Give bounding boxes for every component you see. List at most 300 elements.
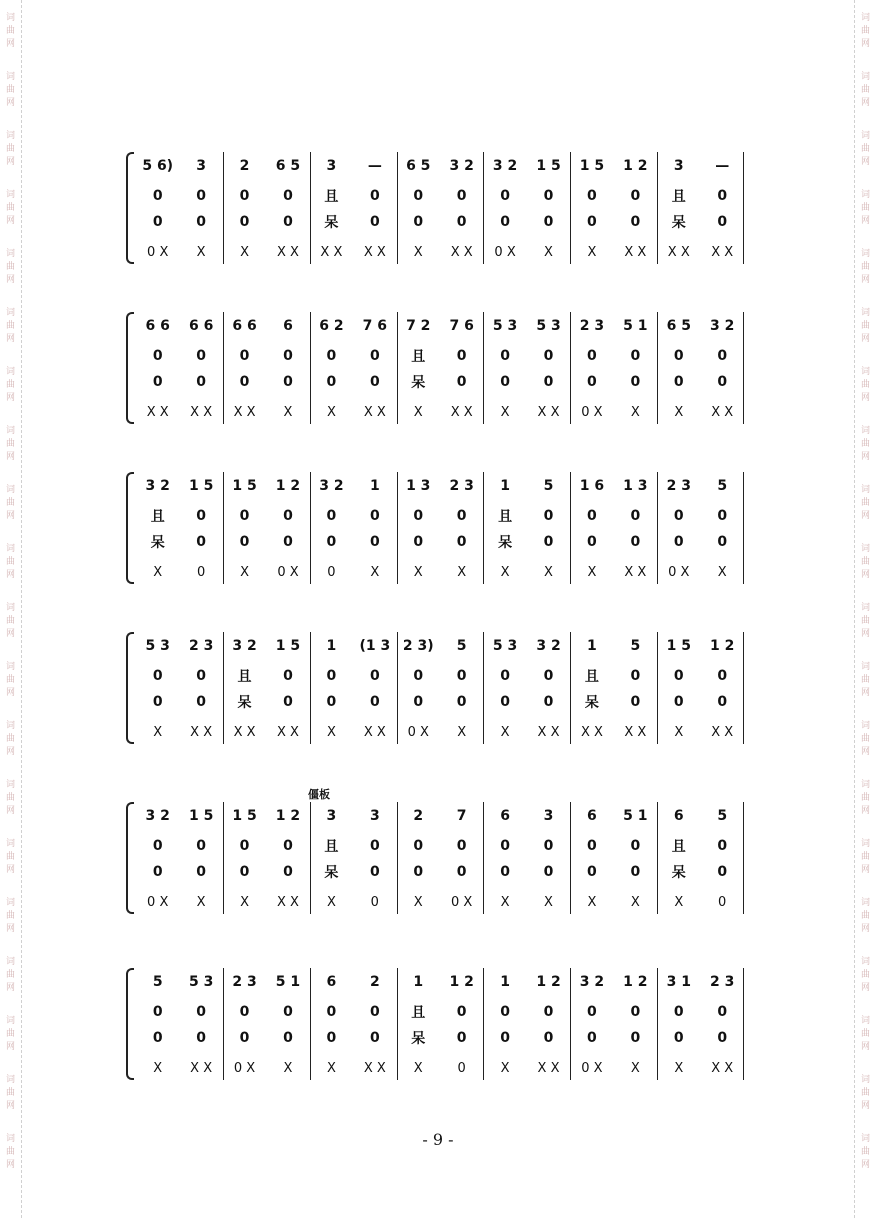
note-cell: 3: [543, 808, 554, 824]
note-cell: X: [240, 894, 249, 910]
note-cell: 2 3: [449, 478, 474, 494]
note-cell: 0: [630, 838, 641, 854]
watermark-char: 网: [860, 393, 870, 403]
note-cell: 0: [152, 1030, 163, 1046]
system-end-barline: [743, 968, 744, 1080]
watermark-char: 词: [860, 898, 870, 908]
note-cell: 1 5: [232, 478, 257, 494]
note-cell: 0: [369, 348, 380, 364]
watermark-char: 曲: [860, 970, 870, 980]
watermark-char: 词: [860, 1016, 870, 1026]
watermark-char: 词: [860, 308, 870, 318]
note-cell: X X: [450, 244, 473, 260]
note-cell: 0: [239, 864, 250, 880]
watermark-char: 曲: [5, 144, 15, 154]
note-cell: 0: [239, 374, 250, 390]
note-cell: X: [544, 244, 553, 260]
watermark-char: 网: [5, 334, 15, 344]
score-system-6: [126, 968, 744, 1080]
note-cell: 2 3: [666, 478, 691, 494]
note-cell: 0: [326, 534, 337, 550]
barline: [570, 472, 571, 584]
note-cell: X: [457, 564, 467, 580]
note-cell: 0: [587, 214, 597, 230]
note-cell: 0: [587, 188, 597, 204]
barline: [570, 802, 571, 914]
barline: [310, 968, 311, 1080]
note-cell: X: [153, 1060, 163, 1076]
watermark-char: 曲: [860, 557, 870, 567]
score-system-1: [126, 152, 744, 264]
melody-row: [136, 314, 744, 338]
note-cell: 5: [456, 638, 467, 654]
note-cell: X X: [537, 724, 560, 740]
note-cell: 0: [283, 348, 293, 364]
barline: [397, 312, 398, 424]
barline: [657, 312, 658, 424]
part-row-2: [136, 1000, 744, 1024]
watermark-char: 词: [860, 426, 870, 436]
note-cell: 0: [196, 348, 206, 364]
note-cell: X X: [363, 244, 386, 260]
note-cell: 5 1: [275, 974, 301, 990]
note-cell: X: [413, 1060, 423, 1076]
barline: [570, 968, 571, 1080]
watermark-char: 曲: [5, 911, 15, 921]
note-cell: X X: [363, 724, 386, 740]
note-cell: 5 1: [623, 318, 648, 334]
note-cell: 0: [152, 864, 163, 880]
note-cell: 0: [369, 1030, 380, 1046]
watermark-char: 词: [5, 1134, 15, 1144]
watermark-char: 词: [5, 662, 15, 672]
note-cell: 7 6: [362, 318, 387, 334]
note-cell: X: [196, 894, 206, 910]
note-cell: 0: [369, 374, 380, 390]
note-cell: X X: [711, 724, 734, 740]
note-cell: 0: [152, 838, 163, 854]
note-cell: 0: [500, 694, 510, 710]
watermark-char: 网: [860, 629, 870, 639]
note-cell: 0: [673, 1004, 684, 1020]
watermark-char: 曲: [860, 616, 870, 626]
note-cell: 0: [196, 214, 206, 230]
note-cell: 0: [630, 214, 641, 230]
note-cell: 0: [587, 1004, 597, 1020]
watermark-char: 曲: [860, 1029, 870, 1039]
note-cell: 0: [239, 1004, 250, 1020]
melody-row: [136, 970, 744, 994]
part-row-2: [136, 834, 744, 858]
watermark-char: 曲: [5, 26, 15, 36]
barline: [310, 802, 311, 914]
staff-brace: [126, 312, 134, 424]
note-cell: 0: [673, 374, 684, 390]
note-cell: 0: [196, 864, 206, 880]
note-cell: 3: [369, 808, 380, 824]
barline: [223, 968, 224, 1080]
part-row-2: [136, 184, 744, 208]
watermark-char: 曲: [5, 85, 15, 95]
watermark-char: 网: [860, 983, 870, 993]
note-cell: X X: [537, 404, 560, 420]
watermark-char: 网: [860, 511, 870, 521]
watermark-char: 曲: [5, 616, 15, 626]
note-cell: 1 6: [579, 478, 605, 494]
note-cell: 0: [587, 864, 597, 880]
note-cell: 0: [413, 508, 424, 524]
note-cell: X: [674, 894, 684, 910]
watermark-char: 词: [860, 367, 870, 377]
note-cell: 1 2: [623, 974, 648, 990]
note-cell: 0: [673, 348, 684, 364]
note-cell: 0: [283, 1004, 293, 1020]
note-cell: 0: [196, 668, 206, 684]
note-cell: 0: [413, 864, 424, 880]
watermark-char: 词: [5, 190, 15, 200]
note-cell: 0 X: [494, 244, 516, 260]
melody-row: [136, 634, 744, 658]
watermark-char: 词: [5, 839, 15, 849]
note-cell: X: [500, 564, 510, 580]
note-cell: X: [413, 564, 423, 580]
note-cell: 0: [543, 188, 554, 204]
barline: [483, 152, 484, 264]
note-cell: 0 X: [581, 1060, 603, 1076]
note-cell: 0: [717, 838, 728, 854]
barline: [397, 632, 398, 744]
note-cell: X: [500, 894, 510, 910]
watermark-char: 词: [5, 780, 15, 790]
note-cell: 1 5: [579, 158, 605, 174]
note-cell: 0: [630, 534, 641, 550]
note-cell: 0: [717, 694, 728, 710]
part-row-3: [136, 690, 744, 714]
note-cell: 6: [326, 974, 337, 990]
watermark-char: 网: [5, 865, 15, 875]
part-row-3: [136, 860, 744, 884]
note-cell: —: [715, 158, 730, 174]
note-cell: 6 5: [666, 318, 691, 334]
barline: [483, 312, 484, 424]
watermark-char: 词: [860, 485, 870, 495]
watermark-char: 曲: [860, 498, 870, 508]
note-cell: 0: [283, 668, 293, 684]
note-cell: X: [674, 1060, 684, 1076]
watermark-char: 网: [5, 629, 15, 639]
note-cell: 0 X: [451, 894, 473, 910]
watermark-char: 网: [5, 452, 15, 462]
percussion-row: [136, 400, 744, 424]
note-cell: 0: [543, 668, 554, 684]
note-cell: X: [630, 894, 640, 910]
note-cell: 0: [717, 534, 728, 550]
system-end-barline: [743, 472, 744, 584]
note-cell: 0: [413, 214, 424, 230]
note-cell: 2 3: [579, 318, 605, 334]
note-cell: 0: [196, 374, 206, 390]
note-cell: 5 3: [145, 638, 170, 654]
note-cell: 3 2: [536, 638, 561, 654]
note-cell: 0: [152, 374, 163, 390]
note-cell: X: [544, 564, 553, 580]
watermark-char: 词: [5, 485, 15, 495]
note-cell: 0: [543, 534, 554, 550]
note-cell: 0: [152, 214, 163, 230]
note-cell: 0: [196, 188, 206, 204]
note-cell: 0: [630, 864, 641, 880]
note-cell: X: [587, 244, 597, 260]
note-cell: 0: [413, 694, 424, 710]
note-cell: 且: [150, 509, 165, 525]
note-cell: 0: [369, 534, 380, 550]
note-cell: X X: [363, 1060, 386, 1076]
note-cell: X: [413, 404, 423, 420]
barline: [310, 472, 311, 584]
note-cell: 0: [673, 534, 684, 550]
note-cell: X: [500, 724, 510, 740]
note-cell: 0: [717, 348, 728, 364]
note-cell: X: [500, 404, 510, 420]
note-cell: 0: [717, 214, 728, 230]
note-cell: 0: [500, 348, 510, 364]
watermark-char: 词: [860, 190, 870, 200]
watermark-char: 曲: [860, 1147, 870, 1157]
note-cell: 0: [456, 864, 467, 880]
watermark-char: 曲: [5, 970, 15, 980]
note-cell: (1 3: [359, 638, 391, 654]
barline: [570, 632, 571, 744]
note-cell: 7: [456, 808, 467, 824]
note-cell: 1 2: [275, 478, 301, 494]
watermark-char: 词: [860, 13, 870, 23]
watermark-char: 词: [5, 72, 15, 82]
watermark-char: 曲: [860, 262, 870, 272]
system-end-barline: [743, 312, 744, 424]
watermark-char: 网: [860, 1101, 870, 1111]
score-system-4: [126, 632, 744, 744]
note-cell: 5: [717, 808, 728, 824]
watermark-char: 词: [5, 249, 15, 259]
note-cell: 且: [498, 509, 513, 525]
watermark-char: 网: [5, 747, 15, 757]
note-cell: 6 6: [188, 318, 214, 334]
barline: [483, 968, 484, 1080]
note-cell: X: [196, 244, 206, 260]
watermark-char: 曲: [5, 380, 15, 390]
watermark-char: 词: [860, 544, 870, 554]
watermark-char: 曲: [5, 675, 15, 685]
note-cell: 0: [326, 694, 337, 710]
barline: [223, 472, 224, 584]
watermark-char: 网: [860, 157, 870, 167]
note-cell: 6 5: [275, 158, 301, 174]
note-cell: 0: [283, 374, 293, 390]
note-cell: 0: [239, 838, 250, 854]
watermark-char: 曲: [5, 734, 15, 744]
note-cell: 且: [671, 839, 686, 855]
watermark-char: 网: [5, 157, 15, 167]
note-cell: 且: [324, 839, 339, 855]
note-cell: 2 3: [232, 974, 257, 990]
part-row-3: [136, 210, 744, 234]
staff-brace: [126, 152, 134, 264]
note-cell: 2 3: [710, 974, 735, 990]
note-cell: 0: [196, 838, 206, 854]
watermark-char: 曲: [860, 911, 870, 921]
note-cell: 0: [500, 188, 510, 204]
note-cell: 0: [630, 348, 641, 364]
note-cell: 且: [411, 1005, 426, 1021]
note-cell: 0: [718, 894, 727, 910]
barline: [657, 802, 658, 914]
note-cell: 0: [369, 694, 380, 710]
note-cell: 0: [500, 374, 510, 390]
watermark-char: 网: [860, 570, 870, 580]
score-system-3: [126, 472, 744, 584]
note-cell: 0: [587, 508, 597, 524]
note-cell: 0 X: [147, 894, 169, 910]
note-cell: 且: [584, 669, 599, 685]
watermark-char: 曲: [860, 793, 870, 803]
watermark-char: 网: [5, 39, 15, 49]
note-cell: 1 2: [275, 808, 301, 824]
note-cell: 呆: [324, 865, 339, 881]
note-cell: 0: [543, 348, 554, 364]
watermark-char: 网: [5, 688, 15, 698]
watermark-char: 词: [5, 1075, 15, 1085]
watermark-char: 曲: [5, 439, 15, 449]
note-cell: 0: [326, 508, 337, 524]
note-cell: 0: [456, 668, 467, 684]
note-cell: 1 5: [666, 638, 691, 654]
watermark-char: 网: [860, 98, 870, 108]
barline: [223, 802, 224, 914]
percussion-row: [136, 1056, 744, 1080]
note-cell: 3 1: [666, 974, 691, 990]
watermark-char: 曲: [5, 1088, 15, 1098]
note-cell: X: [500, 1060, 510, 1076]
note-cell: 0: [196, 1004, 206, 1020]
note-cell: 1 2: [710, 638, 735, 654]
note-cell: 0: [543, 1004, 554, 1020]
percussion-row: [136, 240, 744, 264]
note-cell: 0: [673, 1030, 684, 1046]
note-cell: 0: [543, 374, 554, 390]
note-cell: 3 2: [710, 318, 735, 334]
watermark-char: 网: [860, 39, 870, 49]
note-cell: 0: [543, 1030, 554, 1046]
note-cell: 0: [152, 348, 163, 364]
note-cell: 呆: [671, 865, 686, 881]
note-cell: 0: [456, 838, 467, 854]
melody-row: [136, 804, 744, 828]
watermark-char: 网: [860, 216, 870, 226]
note-cell: 0: [413, 838, 424, 854]
note-cell: 5: [630, 638, 641, 654]
note-cell: 0: [413, 188, 424, 204]
note-cell: 且: [237, 669, 252, 685]
note-cell: 1 2: [623, 158, 648, 174]
watermark-char: 词: [860, 72, 870, 82]
note-cell: 1 5: [188, 808, 214, 824]
note-cell: 0: [283, 534, 293, 550]
watermark-char: 网: [860, 452, 870, 462]
watermark-char: 网: [860, 275, 870, 285]
percussion-row: [136, 890, 744, 914]
note-cell: 2 3): [402, 638, 434, 654]
note-cell: 6: [673, 808, 684, 824]
note-cell: 0: [413, 668, 424, 684]
barline: [223, 312, 224, 424]
note-cell: 0: [152, 188, 163, 204]
watermark-char: 曲: [860, 1088, 870, 1098]
note-cell: 0: [326, 1030, 337, 1046]
melody-row: [136, 154, 744, 178]
barline: [397, 472, 398, 584]
watermark-char: 网: [860, 1160, 870, 1170]
note-cell: X X: [320, 244, 343, 260]
note-cell: 1 2: [449, 974, 474, 990]
watermark-char: 网: [5, 275, 15, 285]
watermark-char: 词: [5, 544, 15, 554]
note-cell: X: [630, 404, 640, 420]
barline: [310, 632, 311, 744]
note-cell: 0: [327, 564, 336, 580]
note-cell: 0: [587, 348, 597, 364]
watermark-char: 网: [5, 1101, 15, 1111]
note-cell: 0: [369, 188, 380, 204]
note-cell: X X: [277, 244, 299, 260]
note-cell: 呆: [498, 535, 513, 551]
note-cell: 0: [630, 1004, 641, 1020]
note-cell: 0: [717, 668, 728, 684]
note-cell: X: [326, 404, 336, 420]
note-cell: 3: [326, 158, 337, 174]
note-cell: 0: [543, 694, 554, 710]
note-cell: 0: [500, 668, 510, 684]
note-cell: X X: [277, 724, 299, 740]
watermark-char: 曲: [5, 852, 15, 862]
note-cell: 0: [369, 668, 380, 684]
tempo-marking: 僵板: [308, 788, 330, 801]
watermark-char: 网: [5, 216, 15, 226]
watermark-char: 曲: [860, 439, 870, 449]
watermark-char: 网: [860, 334, 870, 344]
note-cell: 5 3: [492, 318, 518, 334]
watermark-char: 词: [5, 1016, 15, 1026]
note-cell: 3: [673, 158, 684, 174]
note-cell: 0: [152, 1004, 163, 1020]
note-cell: 5 6): [142, 158, 174, 174]
watermark-char: 网: [5, 1042, 15, 1052]
watermark-char: 曲: [5, 262, 15, 272]
watermark-char: 词: [5, 898, 15, 908]
note-cell: 2: [239, 158, 250, 174]
note-cell: 且: [324, 189, 339, 205]
note-cell: X X: [711, 244, 734, 260]
note-cell: 呆: [671, 215, 686, 231]
barline: [397, 802, 398, 914]
note-cell: 呆: [411, 1031, 426, 1047]
barline: [397, 968, 398, 1080]
note-cell: 0: [673, 668, 684, 684]
barline: [570, 312, 571, 424]
note-cell: X: [326, 724, 336, 740]
watermark-char: 网: [5, 393, 15, 403]
note-cell: X: [326, 1060, 336, 1076]
watermark-char: 词: [5, 367, 15, 377]
